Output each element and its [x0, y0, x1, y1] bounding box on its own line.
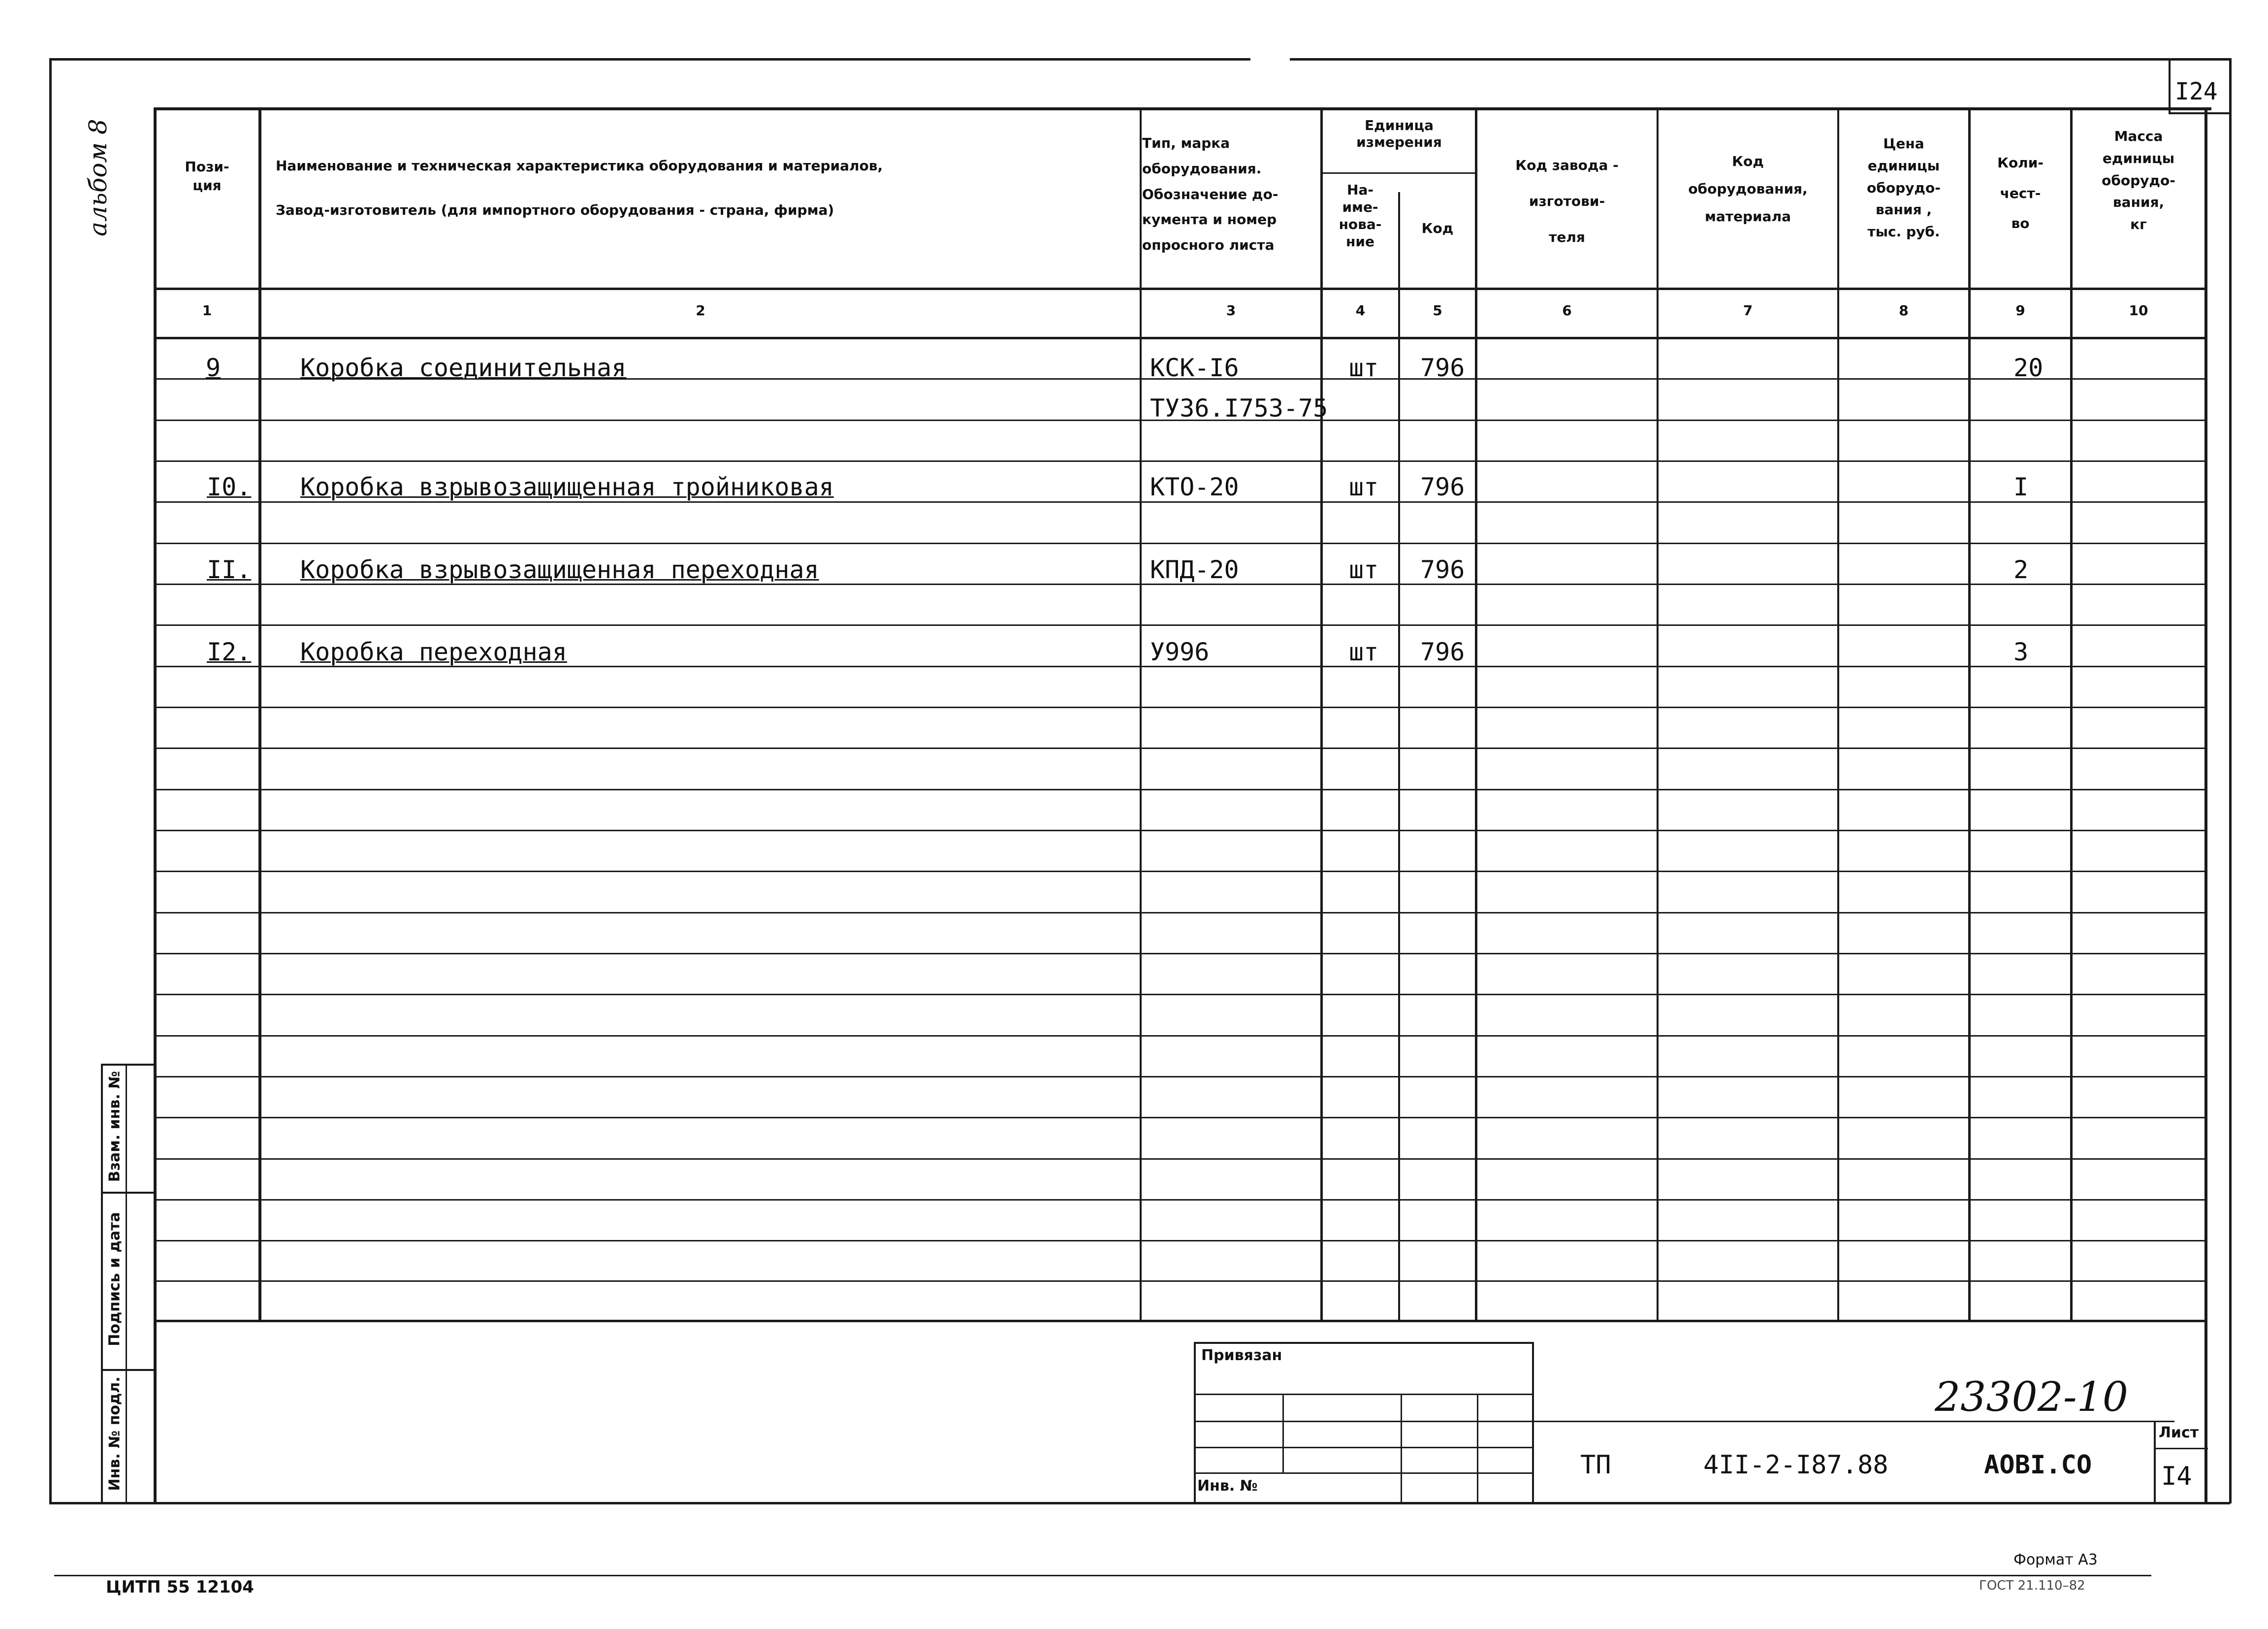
table-row-pos: I2.: [207, 638, 252, 666]
row-line: [154, 1240, 2206, 1241]
frame-right: [2229, 58, 2232, 1503]
side-stamp-podpis: Подпись и дата: [106, 1212, 124, 1346]
col-line-5: [1475, 107, 1477, 1322]
colnum-4: 4: [1355, 302, 1366, 319]
bottom-gost: ГОСТ 21.110–82: [1979, 1578, 2085, 1593]
row-line: [154, 1158, 2206, 1160]
side-stamp-line-3: [101, 1369, 156, 1371]
title-doc-type: ТП: [1580, 1450, 1611, 1480]
col-line-8: [1968, 107, 1971, 1322]
header-price: Цена единицы оборудо- вания , тыс. руб.: [1867, 135, 1941, 240]
side-stamp-line-1: [101, 1064, 156, 1066]
table-row-type: У996: [1150, 638, 1210, 666]
table-row-code: 796: [1420, 354, 1465, 382]
table-row-qty: 2: [2013, 555, 2029, 584]
table-row-unit: шт: [1349, 354, 1379, 382]
col-line-1: [258, 107, 261, 1322]
table-top: [154, 107, 2211, 110]
priv-h4: [1194, 1472, 1533, 1474]
header-name-line2: Завод-изготовитель (для импортного оборудования - страна, фирма): [276, 202, 834, 218]
header-equipment-code: Код оборудования, материала: [1688, 153, 1808, 225]
header-type: Тип, марка оборудования. Обозначение до- кумента и номер опросного листа: [1142, 135, 1278, 254]
colnum-9: 9: [2015, 302, 2025, 319]
priv-v2: [1401, 1394, 1402, 1503]
col-line-3: [1320, 107, 1323, 1322]
priv-h3: [1194, 1447, 1533, 1448]
privyazan-inv-label: Инв. №: [1197, 1477, 1258, 1495]
colnum-6: 6: [1562, 302, 1572, 319]
side-stamp-inv: Инв. № подл.: [106, 1376, 124, 1491]
table-row-code: 796: [1420, 555, 1465, 584]
header-mass: Масса единицы оборудо- вания, кг: [2102, 128, 2175, 233]
privyazan-title: Привязан: [1201, 1347, 1282, 1364]
header-plant-code: Код завода - изготови- теля: [1515, 157, 1619, 245]
side-stamp-line-2: [101, 1192, 156, 1194]
title-block-top: [1532, 1421, 2174, 1422]
priv-v3: [1477, 1394, 1478, 1503]
col-line-4: [1398, 192, 1400, 1322]
row-line: [154, 1280, 2206, 1282]
side-stamp-vzam: Взам. инв. №: [106, 1071, 124, 1182]
row-line: [154, 1035, 2206, 1037]
row-line: [154, 624, 2206, 626]
table-row-unit: шт: [1349, 555, 1379, 584]
priv-v1: [1282, 1394, 1284, 1472]
table-row-unit: шт: [1349, 473, 1379, 501]
colnum-7: 7: [1743, 302, 1753, 319]
table-row-name: Коробка взрывозащищенная переходная: [300, 555, 819, 584]
corner-box-left: [2169, 58, 2171, 113]
colnum-10: 10: [2129, 302, 2148, 319]
table-row-name: Коробка взрывозащищенная тройниковая: [300, 473, 834, 501]
header-name-line1: Наименование и техническая характеристика оборудования и материалов,: [276, 158, 883, 174]
sheet-corner-number: I24: [2175, 78, 2218, 105]
colnum-8: 8: [1899, 302, 1909, 319]
table-row-pos: II.: [207, 555, 252, 584]
table-row-code: 796: [1420, 638, 1465, 666]
table-row-pos: I0.: [207, 473, 252, 501]
row-line: [154, 1199, 2206, 1201]
colnum-5: 5: [1433, 302, 1442, 319]
handwritten-doc-number: 23302-10: [1935, 1374, 2128, 1421]
row-line: [154, 707, 2206, 708]
priv-right: [1532, 1342, 1534, 1503]
bottom-left-mark: ЦИТП 55 12104: [106, 1577, 254, 1597]
table-row-name: Коробка соединительная: [300, 354, 627, 382]
priv-h2: [1194, 1421, 1533, 1422]
title-doc-number: 4II-2-I87.88: [1703, 1450, 1888, 1480]
header-unit-group: Единица измерения: [1356, 117, 1442, 150]
frame-bottom: [49, 1502, 2230, 1504]
header-position: Пози- ция: [185, 159, 229, 194]
header-bottom: [154, 288, 2206, 290]
sheet-box-left: [2154, 1421, 2156, 1503]
colnum-3: 3: [1226, 302, 1236, 319]
colnum-bottom: [154, 337, 2206, 339]
table-body-bottom: [154, 1320, 2206, 1322]
table-row-qty: I: [2013, 473, 2029, 501]
colnum-2: 2: [696, 302, 705, 319]
table-row-type-spec: ТУ36.I753-75: [1150, 394, 1328, 423]
col-line-9: [2070, 107, 2073, 1322]
frame-top-left: [49, 58, 1250, 61]
table-row-type: КСК-I6: [1150, 354, 1239, 382]
table-row-pos: 9: [206, 354, 221, 382]
row-line: [154, 748, 2206, 749]
row-line: [154, 830, 2206, 831]
side-stamp-left: [101, 1064, 103, 1503]
table-row-qty: 3: [2013, 638, 2029, 666]
priv-left: [1194, 1342, 1196, 1503]
table-row-code: 796: [1420, 473, 1465, 501]
frame-top-right: [1290, 58, 2230, 61]
row-line: [154, 543, 2206, 544]
table-row-name: Коробка переходная: [300, 638, 567, 666]
row-line: [154, 871, 2206, 872]
row-line: [154, 789, 2206, 790]
row-line: [154, 1117, 2206, 1118]
table-row-qty: 20: [2013, 354, 2044, 382]
table-row-unit: шт: [1349, 638, 1379, 666]
title-sheet-number: I4: [2161, 1462, 2192, 1491]
side-stamp-mid: [126, 1064, 127, 1503]
col-line-6: [1657, 107, 1659, 1322]
row-line: [154, 501, 2206, 503]
row-line: [154, 953, 2206, 954]
col-line-7: [1837, 107, 1839, 1322]
table-right: [2204, 107, 2207, 1502]
title-doc-code: АОВI.СО: [1984, 1450, 2092, 1480]
header-quantity: Коли- чест- во: [1997, 155, 2044, 232]
table-row-type: КТО-20: [1150, 473, 1239, 501]
header-unit-code: Код: [1421, 220, 1454, 236]
bottom-trim-line: [54, 1575, 2151, 1576]
sheet-box-mid: [2154, 1448, 2208, 1449]
frame-left: [49, 58, 52, 1503]
header-unit-name: На- име- нова- ние: [1339, 182, 1382, 250]
row-line: [154, 994, 2206, 995]
bottom-format: Формат А3: [2013, 1551, 2098, 1568]
corner-box-bottom: [2169, 112, 2230, 114]
priv-top: [1194, 1342, 1533, 1344]
row-line: [154, 460, 2206, 462]
unit-sub-line: [1320, 172, 1476, 174]
col-line-2: [1140, 107, 1142, 1322]
margin-note: альбом 8: [84, 119, 112, 236]
table-row-type: КПД-20: [1150, 555, 1239, 584]
colnum-1: 1: [202, 302, 212, 319]
priv-h1: [1194, 1394, 1533, 1395]
title-sheet-label: Лист: [2159, 1424, 2199, 1441]
row-line: [154, 912, 2206, 913]
row-line: [154, 1076, 2206, 1077]
